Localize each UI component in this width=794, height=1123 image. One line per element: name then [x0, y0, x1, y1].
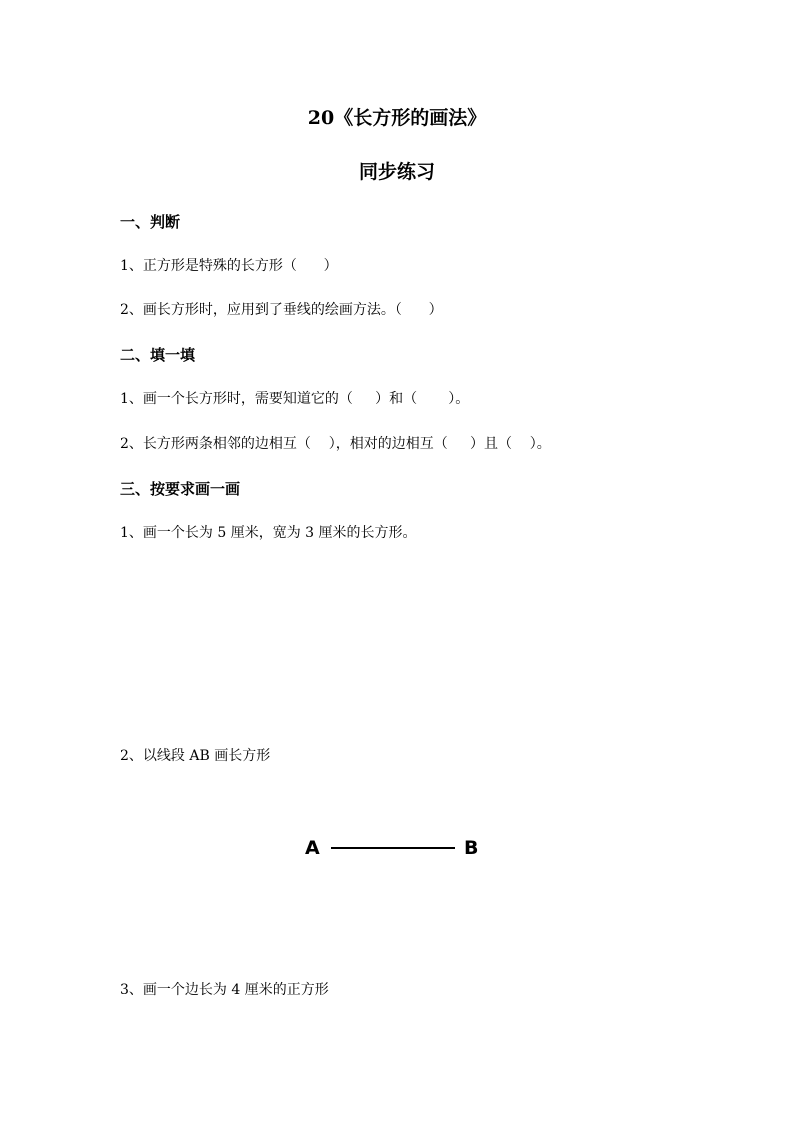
question-fill-1: 1、画一个长方形时，需要知道它的（ ）和（ ）。	[120, 391, 470, 407]
point-b-label: B	[464, 837, 479, 859]
question-draw-3: 3、画一个边长为 4 厘米的正方形	[120, 982, 329, 998]
point-a-label: A	[305, 837, 320, 859]
section-heading-judge: 一、判断	[120, 213, 181, 231]
section-heading-draw: 三、按要求画一画	[120, 480, 241, 498]
page-subtitle: 同步练习	[358, 161, 435, 183]
question-fill-2: 2、长方形两条相邻的边相互（ ），相对的边相互（ ）且（ ）。	[120, 436, 551, 452]
line-segment-ab	[331, 847, 455, 849]
question-draw-2: 2、以线段 AB 画长方形	[120, 748, 271, 764]
question-judge-2: 2、画长方形时，应用到了垂线的绘画方法。（ ）	[120, 302, 443, 318]
question-draw-1: 1、画一个长为 5 厘米，宽为 3 厘米的长方形。	[120, 525, 417, 541]
question-judge-1: 1、正方形是特殊的长方形（ ）	[120, 258, 338, 274]
section-heading-fill: 二、填一填	[120, 346, 196, 364]
page-title: 20《长方形的画法》	[307, 107, 487, 129]
